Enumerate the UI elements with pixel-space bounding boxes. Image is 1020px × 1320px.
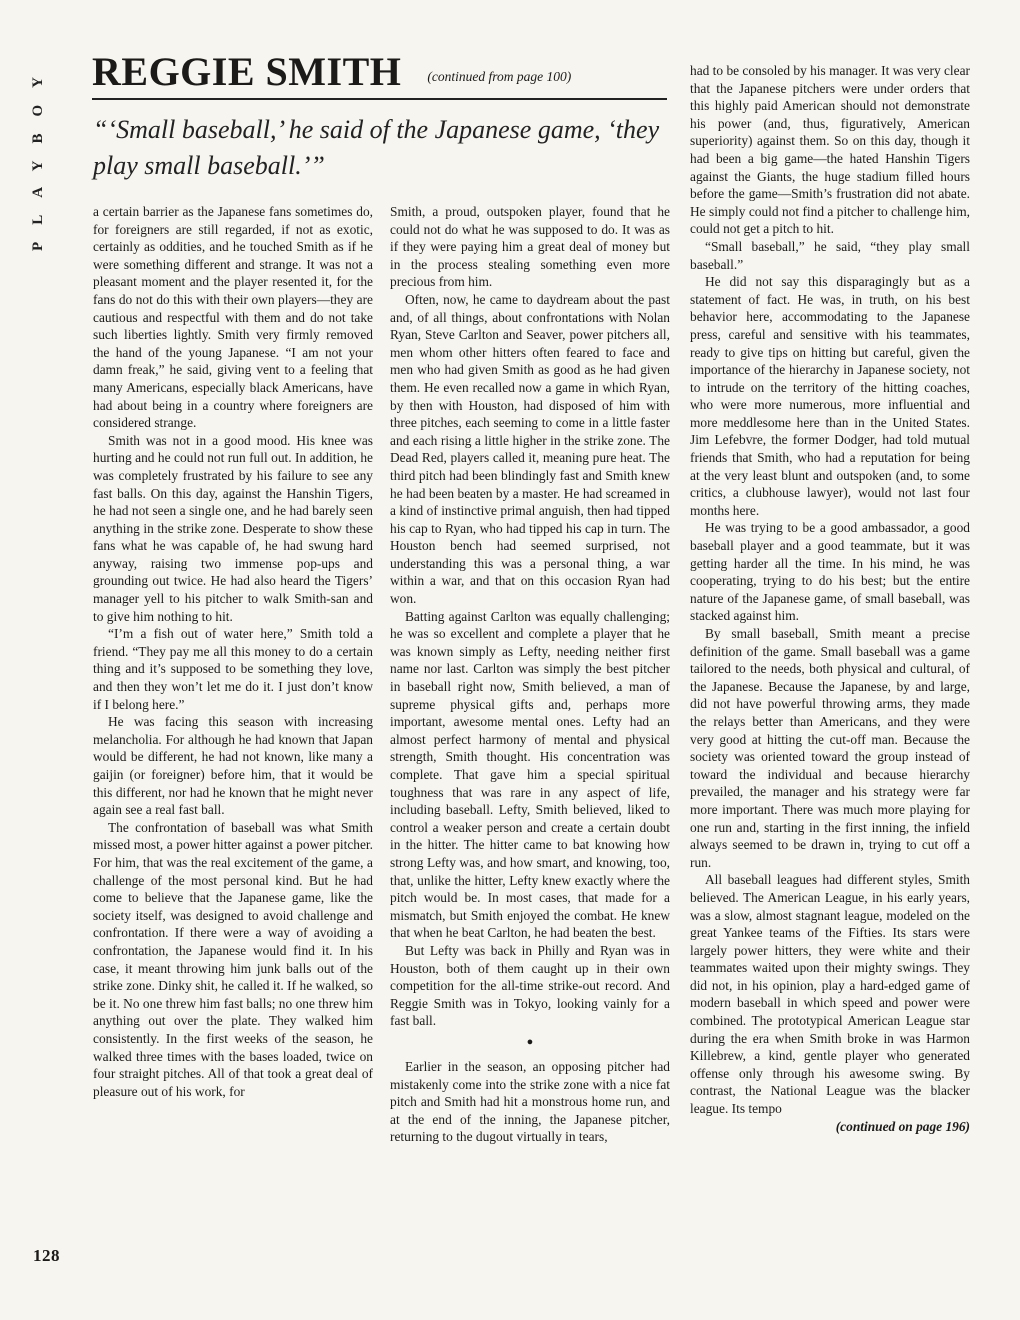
section-break-bullet: ●	[526, 1035, 534, 1048]
paragraph: He was facing this season with increasing melancholia. For although he had known that Japan would be different, he had not known, like many a gaijin (or foreigner) before him, that it would be this different, nor had he known that he might never again see a real fast ball.	[93, 714, 373, 818]
headline: REGGIE SMITH	[92, 49, 402, 94]
pull-quote: “‘Small baseball,’ he said of the Japanese game, ‘they play small baseball.’”	[93, 115, 660, 180]
article-header	[92, 49, 667, 100]
continued-on-note: (continued on page 196)	[835, 1118, 970, 1134]
paragraph: By small baseball, Smith meant a precise definition of the game. Small baseball was a game tailored to the needs, both physical and cultural, of the Japanese. Because the Japanese, by and large, did not have powerful throwing arms, they made the relays better than Americans, and they were very good at hitting the cut-off man. Because the society was oriented toward the group instead of toward the individual and because hierarchy prevailed, the manager and his strategy were far more important. There was much more playing for one run and, starting in the first inning, the infield always seemed to be drawn in, trying to cut off a run.	[690, 626, 970, 870]
paragraph: Smith, a proud, outspoken player, found that he could not do what he was supposed to do. It was as if they were paying him a great deal of money but in the process stealing something even more precious from him.	[390, 204, 670, 290]
paragraph: “Small baseball,” he said, “they play small baseball.”	[690, 238, 970, 272]
paragraph: He was trying to be a good ambassador, a good baseball player and a good teammate, but it was getting harder all the time. In his mind, he was cooperating, trying to do his best; but the entire nature of the Japanese game, of small baseball, was stacked against him.	[690, 520, 970, 624]
page-number: 128	[33, 1246, 60, 1265]
paragraph: Earlier in the season, an opposing pitcher had mistakenly come into the strike zone with a nice fat pitch and Smith had hit a monstrous home run, and at the end of the inning, the Japanese pitcher, returning to the dugout virtually in tears,	[390, 1058, 670, 1145]
paragraph: He did not say this disparagingly but as a statement of fact. He was, in truth, on his best behavior here, accommodating to the Japanese press, careful and sensitive with his teammates, ready to give tips on hitting but careful, given the importance of the hierarchy in Japanese society, not to intrude on the territory of the hitting coaches, who were more numerous, more influential and more meddlesome here than in the United States. Jim Lefebvre, the former Dodger, had told mutual friends that Smith, who had a reputation for being at the very least blunt and outspoken (and, to some critics, a clubhouse lawyer), would not last four months here.	[690, 274, 970, 518]
column-2	[390, 203, 670, 1146]
paragraph: Often, now, he came to daydream about the past and, of all things, about confrontations with Nolan Ryan, Steve Carlton and Seaver, power pitchers all, men whom other hitters often feared to face and men who had given Smith as good as he had given them. He even recalled now a game in which Ryan, by then with Houston, had disposed of him with three pitches, each seeming to come in a little faster and each rising a little higher in the strike zone. The Dead Red, players called it, meaning pure heat. The third pitch had been blindingly fast and Smith knew he had been beaten by a master. He had screamed in a kind of instinctive primal anguish, then had tipped his cap to Ryan, who had tipped his cap in turn. The Houston bench had seemed surprised, not understanding this was a personal thing, a war within a war, and that on this occasion Ryan had won.	[390, 291, 670, 607]
column-1	[93, 203, 373, 1100]
magazine-name: PLAYBOY	[30, 60, 46, 251]
paragraph: The confrontation of baseball was what Smith missed most, a power hitter against a power pitcher. For him, that was the real excitement of the game, a challenge of the most personal kind. But he had come to believe that the Japanese game, like the society itself, was designed to avoid challenge and confrontation. If there were a way of avoiding a confrontation, the Japanese would find it. In his case, it meant throwing him junk balls out of the strike zone. Dinky shit, he called it. If he walked, so be it. No one threw him fast balls; no one threw him anything out over the plate. They walked him consistently. In the first weeks of the season, he walked three times with the bases loaded, twice on four straight pitches. All of that took a great deal of pleasure out of his work, for	[93, 819, 373, 1099]
paragraph: had to be consoled by his manager. It was very clear that the Japanese pitchers were under orders that this highly paid American should not demonstrate his power (and, thus, figuratively, American superiority) against them. So on this day, though it had been a big game—the hated Hanshin Tigers against the Giants, the huge stadium filled hours before the game—Smith’s frustration did not abate. He simply could not find a pitcher to challenge him, could not get a pitch to hit.	[690, 63, 970, 237]
paragraph: But Lefty was back in Philly and Ryan was in Houston, both of them caught up in their own competition for the all-time strike-out record. And Reggie Smith was in Tokyo, looking vainly for a fast ball.	[390, 942, 670, 1029]
paragraph: All baseball leagues had different styles, Smith believed. The American League, in his early years, was a slow, almost stagnant league, modeled on the great Yankee teams of the Fifties. Its stars were largely power hitters, they were white and their teammates waited upon their mighty swings. They did not, in his opinion, play a hard-edged game of modern baseball in which speed and power were combined. The prototypical American League star during the era when Smith broke in was Harmon Killebrew, a kind, gentle player who generated offense only through his awesome swing. By contrast, the National League was the blacker league. Its tempo	[690, 872, 970, 1117]
paragraph: “I’m a fish out of water here,” Smith told a friend. “They pay me all this money to do a certain thing and it’s supposed to be something they love, and then they won’t let me do it. I just don’t know if I belong here.”	[93, 626, 373, 712]
paragraph: Smith was not in a good mood. His knee was hurting and he could not run full out. In addition, he was completely frustrated by his failure to see any fast balls. On this day, against the Hanshin Tigers, he had not seen a single one, and he had barely seen anything in the strike zone. Desperate to show these fans what he was capable of, he had swung hard anyway, raising two immense pop-ups and grounding out twice. He had also heard the Tigers’ manager yell to his pitcher to walk Smith-san and to give him nothing to hit.	[93, 432, 373, 624]
paragraph: a certain barrier as the Japanese fans sometimes do, for foreigners are still regarded, if not as exotic, certainly as oddities, and he touched Smith as if he were something different and strange. It was not a pleasant moment and the player resented it, for the fans do not do this with their own players—they are cautious and respectful with them and do not take such liberties lightly. Smith very firmly removed the hand of the young Japanese. “I am not your damn freak,” he said, giving vent to a feeling that many Americans, especially black Americans, have had about being in a country where foreigners are considered strange.	[93, 204, 373, 431]
paragraph: Batting against Carlton was equally challenging; he was so excellent and complete a player that he was known simply as Lefty, needing neither first name nor last. Carlton was simply the best pitcher in baseball right now, Smith believed, a man of supreme physical gifts and, perhaps more important, awesome mental ones. Lefty had an almost perfect harmony of mental and physical strength, Smith thought. His concentration was complete. That gave him a special spiritual toughness that was rare in any aspect of life, including baseball. Lefty, Smith believed, liked to control a weaker person and create a certain doubt in the hitter. The hitter came to bat knowing how strong Lefty was, and how smart, and knowing, too, that, unlike the hitter, Lefty knew exactly where the pitch would be. In most cases, that made for a mismatch, but Smith enjoyed the combat. He knew that when he beat Carlton, he had beaten the best.	[390, 608, 670, 941]
column-3	[690, 62, 970, 1135]
continued-from-note: (continued from page 100)	[427, 69, 572, 84]
